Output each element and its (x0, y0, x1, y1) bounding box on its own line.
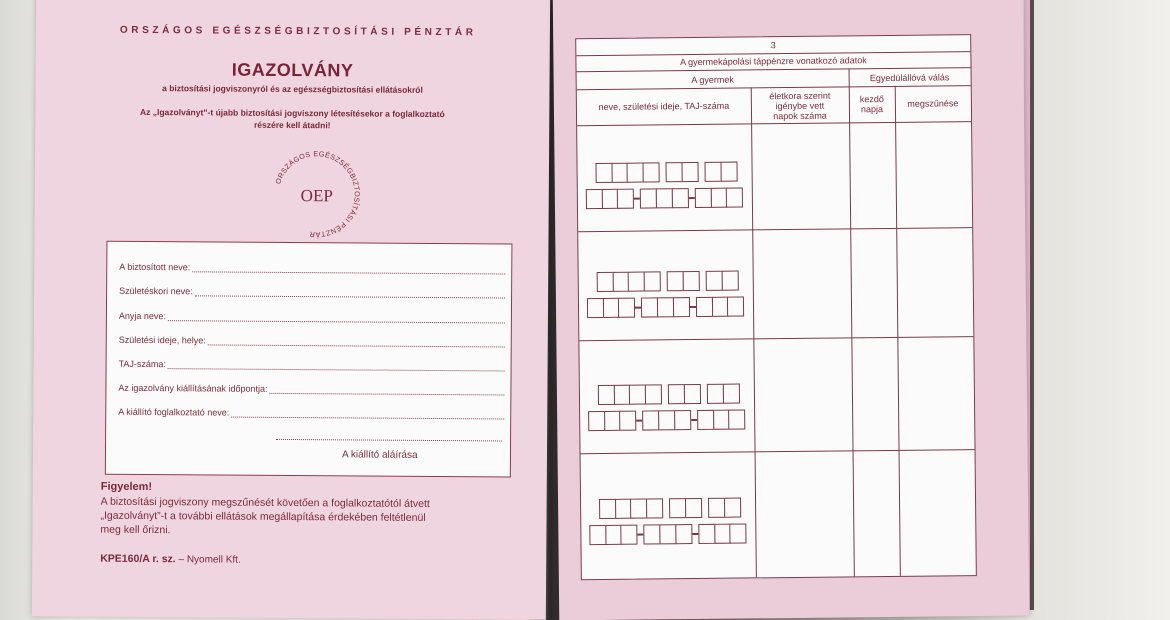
table-rule (579, 336, 973, 341)
digit-box-group (589, 525, 638, 546)
digit-box[interactable] (705, 271, 722, 291)
digit-box-group (641, 297, 690, 318)
digit-box[interactable] (704, 162, 721, 182)
field-line (195, 286, 506, 298)
digit-box[interactable] (696, 297, 713, 317)
field-line (231, 408, 504, 420)
digit-box[interactable] (605, 525, 622, 545)
digit-box[interactable] (730, 523, 747, 543)
table-rule (751, 87, 757, 577)
digit-box[interactable] (589, 525, 606, 545)
digit-box[interactable] (601, 189, 618, 209)
taj-number-boxes (588, 409, 745, 431)
digit-box[interactable] (673, 297, 690, 317)
birth-date-boxes (598, 384, 740, 405)
digit-box[interactable] (668, 384, 685, 404)
digit-box[interactable] (620, 411, 637, 431)
signature-label: A kiállító aláírása (341, 449, 418, 461)
taj-number-boxes (589, 523, 746, 545)
digit-box[interactable] (720, 162, 737, 182)
digit-box-group (698, 523, 747, 544)
page-number: 3 (770, 40, 776, 51)
table-rule (578, 227, 972, 232)
digit-box[interactable] (708, 498, 725, 518)
digit-box[interactable] (618, 298, 635, 318)
birth-date-boxes (596, 162, 738, 183)
digit-box[interactable] (615, 499, 632, 519)
field-line (208, 335, 505, 347)
digit-box[interactable] (681, 162, 698, 182)
digit-box[interactable] (643, 410, 660, 430)
digit-box[interactable] (657, 297, 674, 317)
digit-box-group (705, 271, 738, 291)
digit-box[interactable] (627, 163, 644, 183)
col-header-name: neve, születési ideje, TAJ-száma (598, 100, 730, 113)
oep-stamp (266, 144, 367, 245)
table-rule (577, 85, 971, 90)
table-rule (849, 68, 855, 576)
digit-box[interactable] (666, 162, 683, 182)
digit-box[interactable] (658, 410, 675, 430)
document-title: IGAZOLVÁNY (231, 59, 354, 81)
digit-box[interactable] (604, 411, 621, 431)
form-code: KPE160/A r. sz. (100, 552, 176, 566)
right-page (553, 0, 1030, 620)
digit-box-group (586, 189, 635, 210)
digit-box[interactable] (713, 410, 730, 430)
digit-box-group (708, 498, 741, 518)
digit-box[interactable] (588, 411, 605, 431)
digit-box[interactable] (669, 498, 686, 518)
field-label: Születéskori neve: (119, 285, 193, 297)
warning-title: Figyelem! (100, 480, 153, 494)
digit-box-group (668, 384, 701, 404)
digit-box[interactable] (727, 296, 744, 316)
digit-box-group (669, 498, 702, 518)
digit-box-group (697, 409, 746, 430)
digit-box[interactable] (684, 384, 701, 404)
field-label: Anyja neve: (118, 310, 166, 322)
digit-box[interactable] (587, 298, 604, 318)
digit-box[interactable] (629, 385, 646, 405)
field-birth-name[interactable] (119, 286, 505, 299)
digit-box[interactable] (721, 271, 738, 291)
birth-date-boxes (599, 498, 741, 519)
field-line (269, 384, 504, 396)
digit-box[interactable] (674, 410, 691, 430)
col-header-days-line: életkora szerint (769, 90, 831, 102)
field-label: Az igazolvány kiállításának időpontja: (118, 382, 268, 394)
table-rule (577, 121, 971, 126)
digit-box[interactable] (728, 409, 745, 429)
group-header-single: Egyedülállóvá válás (869, 72, 950, 84)
field-label: Születési ideje, helye: (118, 334, 206, 346)
digit-box-group (599, 498, 663, 519)
digit-box[interactable] (645, 384, 662, 404)
field-birth-date-place[interactable] (119, 335, 505, 348)
form-box (105, 241, 513, 478)
col-header-days-line: igénybe vett (775, 100, 825, 112)
taj-number-boxes (587, 296, 744, 318)
group-header-child: A gyermek (691, 74, 734, 86)
digit-box[interactable] (672, 188, 689, 208)
col-header-start-line: kezdő (859, 94, 884, 105)
digit-box[interactable] (612, 272, 629, 292)
col-header-start-line: napja (860, 104, 884, 115)
warning-line-1: A biztosítási jogviszony megszűnését követően a foglalkoztatótól átvett (100, 495, 430, 510)
document-subtitle: a biztosítási jogviszonyról és az egészségbiztosítási ellátásokról (162, 83, 423, 95)
digit-box[interactable] (667, 271, 684, 291)
digit-box[interactable] (640, 188, 657, 208)
digit-box[interactable] (643, 162, 660, 182)
digit-box-group (644, 524, 693, 545)
digit-box[interactable] (611, 163, 628, 183)
digit-box[interactable] (644, 271, 661, 291)
left-page (32, 0, 550, 620)
handover-note-line-2: részére kell átadni! (253, 119, 331, 131)
digit-box[interactable] (597, 272, 614, 292)
digit-box-group (598, 384, 662, 405)
field-taj-number[interactable] (119, 359, 505, 372)
stamp-center-text: OEP (300, 186, 333, 206)
digit-box[interactable] (617, 189, 634, 209)
organization-header: ORSZÁGOS EGÉSZSÉGBIZTOSÍTÁSI PÉNZTÁR (119, 24, 477, 39)
digit-box-group (707, 384, 740, 404)
signature-line[interactable] (276, 439, 502, 442)
digit-box[interactable] (695, 188, 712, 208)
footer (100, 553, 241, 566)
col-header-days (751, 90, 849, 121)
handover-note-line-1: Az „Igazolványt”-t újabb biztosítási jogviszony létesítésekor a foglalkoztató (139, 106, 445, 120)
stamp-ring-text: ORSZÁGOS EGÉSZSÉGBIZTOSÍTÁSI PÉNZTÁR (273, 149, 362, 240)
warning-line-2: „Igazolványt”-t a további ellátások megállapítása érdekében feltétlenül (100, 509, 426, 524)
field-label: A kiállító foglalkoztató neve: (118, 406, 230, 418)
digit-box[interactable] (599, 499, 616, 519)
field-line (192, 262, 505, 274)
col-header-start (849, 94, 895, 114)
field-employer-name[interactable] (118, 407, 504, 420)
field-line (168, 359, 505, 371)
digit-box[interactable] (644, 524, 661, 544)
digit-box-group (667, 271, 700, 291)
digit-box[interactable] (598, 385, 615, 405)
digit-box[interactable] (596, 163, 613, 183)
col-header-end: megszűnése (907, 98, 959, 109)
digit-box-group (587, 298, 636, 319)
childcare-sick-pay-table (575, 34, 977, 580)
field-mother-name[interactable] (119, 311, 505, 324)
digit-box[interactable] (628, 272, 645, 292)
digit-box[interactable] (641, 297, 658, 317)
table-rule (895, 86, 901, 576)
digit-box-group (696, 296, 745, 317)
digit-box[interactable] (675, 524, 692, 544)
field-line (168, 311, 505, 323)
digit-box[interactable] (630, 499, 647, 519)
digit-box[interactable] (586, 189, 603, 209)
digit-box[interactable] (726, 187, 743, 207)
digit-box[interactable] (656, 188, 673, 208)
table-rule (581, 449, 975, 454)
digit-box[interactable] (710, 188, 727, 208)
digit-box[interactable] (722, 384, 739, 404)
digit-box[interactable] (724, 498, 741, 518)
digit-box[interactable] (685, 498, 702, 518)
field-issue-date[interactable] (118, 383, 504, 396)
digit-box-group (588, 411, 637, 432)
digit-box[interactable] (659, 524, 676, 544)
digit-box[interactable] (711, 297, 728, 317)
digit-box[interactable] (621, 525, 638, 545)
birth-date-boxes (597, 271, 739, 292)
digit-box[interactable] (682, 271, 699, 291)
digit-box[interactable] (714, 524, 731, 544)
digit-box-group (596, 162, 660, 183)
digit-box-group (643, 410, 692, 431)
table-rule (577, 67, 971, 72)
digit-box-group (666, 162, 699, 182)
digit-box-group (640, 188, 689, 209)
page-stack-shadow (1030, 0, 1034, 610)
digit-box[interactable] (698, 524, 715, 544)
col-header-days-line: napok száma (773, 110, 827, 122)
field-label: TAJ-száma: (118, 358, 166, 370)
taj-number-boxes (586, 187, 743, 209)
digit-box-group (695, 187, 744, 208)
digit-box[interactable] (614, 385, 631, 405)
digit-box[interactable] (603, 298, 620, 318)
printer-name: – Nyomell Kft. (178, 554, 241, 566)
table-title: A gyermekápolási táppénzre vonatkozó adatok (680, 55, 867, 68)
digit-box[interactable] (707, 384, 724, 404)
digit-box-group (597, 271, 661, 292)
field-insured-name[interactable] (119, 262, 505, 275)
warning-line-3: meg kell őrizni. (100, 523, 171, 537)
digit-box[interactable] (646, 498, 663, 518)
field-label: A biztosított neve: (119, 261, 191, 273)
digit-box-group (704, 162, 737, 182)
digit-box[interactable] (697, 410, 714, 430)
